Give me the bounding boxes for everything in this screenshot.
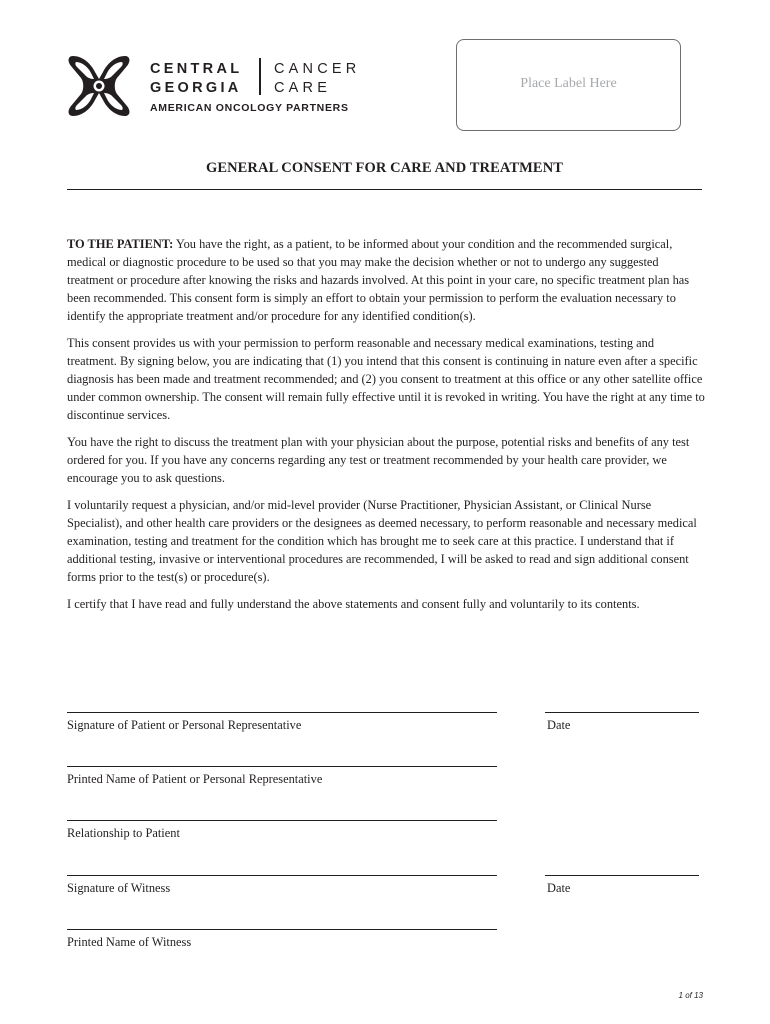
logo-text-partners: AMERICAN ONCOLOGY PARTNERS	[150, 102, 349, 114]
page-number: 1 of 13	[678, 991, 703, 1000]
logo-text-cancer: CANCER	[274, 61, 361, 77]
printed-name-line[interactable]	[67, 766, 497, 767]
witness-printed-name-label: Printed Name of Witness	[67, 935, 192, 949]
witness-signature-line[interactable]	[67, 875, 497, 876]
paragraph-5: I certify that I have read and fully understand the above statements and consent fully and voluntarily to its contents.	[67, 597, 640, 611]
printed-name-label: Printed Name of Patient or Personal Representative	[67, 772, 323, 786]
paragraph-2: This consent provides us with your permission to perform reasonable and necessary medical examinations, testing and treatment. By signing below, you are indicating that (1) you intend that this consent is continuing in nature even after a specific diagnosis has been made and treatment recommended; and (2) you consent to treatment at this office or any other satellite office under common ownership. The consent will remain fully effective until it is revoked in writing. You have the right at any time to discontinue services.	[67, 336, 705, 422]
paragraph-4: I voluntarily request a physician, and/or mid-level provider (Nurse Practitioner, Physician Assistant, or Clinical Nurse Specialist), and other health care providers or the designees as deemed necessary, to perform reasonable and necessary medical examination, testing and treatment for the condition which has brought me to seek care at this practice. I understand that if additional testing, invasive or interventional procedures are recommended, I will be asked to read and sign additional consent forms prior to the test(s) or procedure(s).	[67, 498, 697, 584]
logo-divider	[259, 58, 261, 95]
title-divider	[67, 189, 702, 190]
consent-body	[67, 235, 705, 622]
date-label-2: Date	[547, 881, 571, 895]
paragraph-1-lead: TO THE PATIENT:	[67, 237, 174, 251]
patient-signature-line[interactable]	[67, 712, 497, 713]
date-label-1: Date	[547, 718, 571, 732]
logo-text-georgia: GEORGIA	[150, 80, 242, 96]
page-title: GENERAL CONSENT FOR CARE AND TREATMENT	[205, 160, 564, 176]
relationship-label: Relationship to Patient	[67, 826, 180, 840]
date-line-1[interactable]	[545, 712, 699, 713]
logo-text-central: CENTRAL	[150, 61, 243, 77]
place-label-box	[456, 39, 681, 131]
date-line-2[interactable]	[545, 875, 699, 876]
cancer-care-logo-icon	[67, 54, 131, 118]
witness-printed-name-line[interactable]	[67, 929, 497, 930]
logo-text-care: CARE	[274, 80, 332, 96]
patient-signature-label: Signature of Patient or Personal Representative	[67, 718, 302, 732]
witness-signature-label: Signature of Witness	[67, 881, 171, 895]
relationship-line[interactable]	[67, 820, 497, 821]
paragraph-1-text: You have the right, as a patient, to be informed about your condition and the recommended surgical, medical or diagnostic procedure to be used so that you may make the decision whether or not to undergo any suggested treatment or procedure after knowing the risks and hazards involved. At this point in your care, no specific treatment plan has been recommended. This consent form is simply an effort to obtain your permission to perform the evaluation necessary to identify the appropriate treatment and/or procedure for any identified condition(s).	[67, 237, 690, 323]
place-label-text: Place Label Here	[520, 75, 617, 91]
paragraph-1	[67, 235, 705, 325]
paragraph-3: You have the right to discuss the treatment plan with your physician about the purpose, potential risks and benefits of any test ordered for you. If you have any concerns regarding any test or treatment recommended by your health care provider, we encourage you to ask questions.	[67, 435, 690, 485]
